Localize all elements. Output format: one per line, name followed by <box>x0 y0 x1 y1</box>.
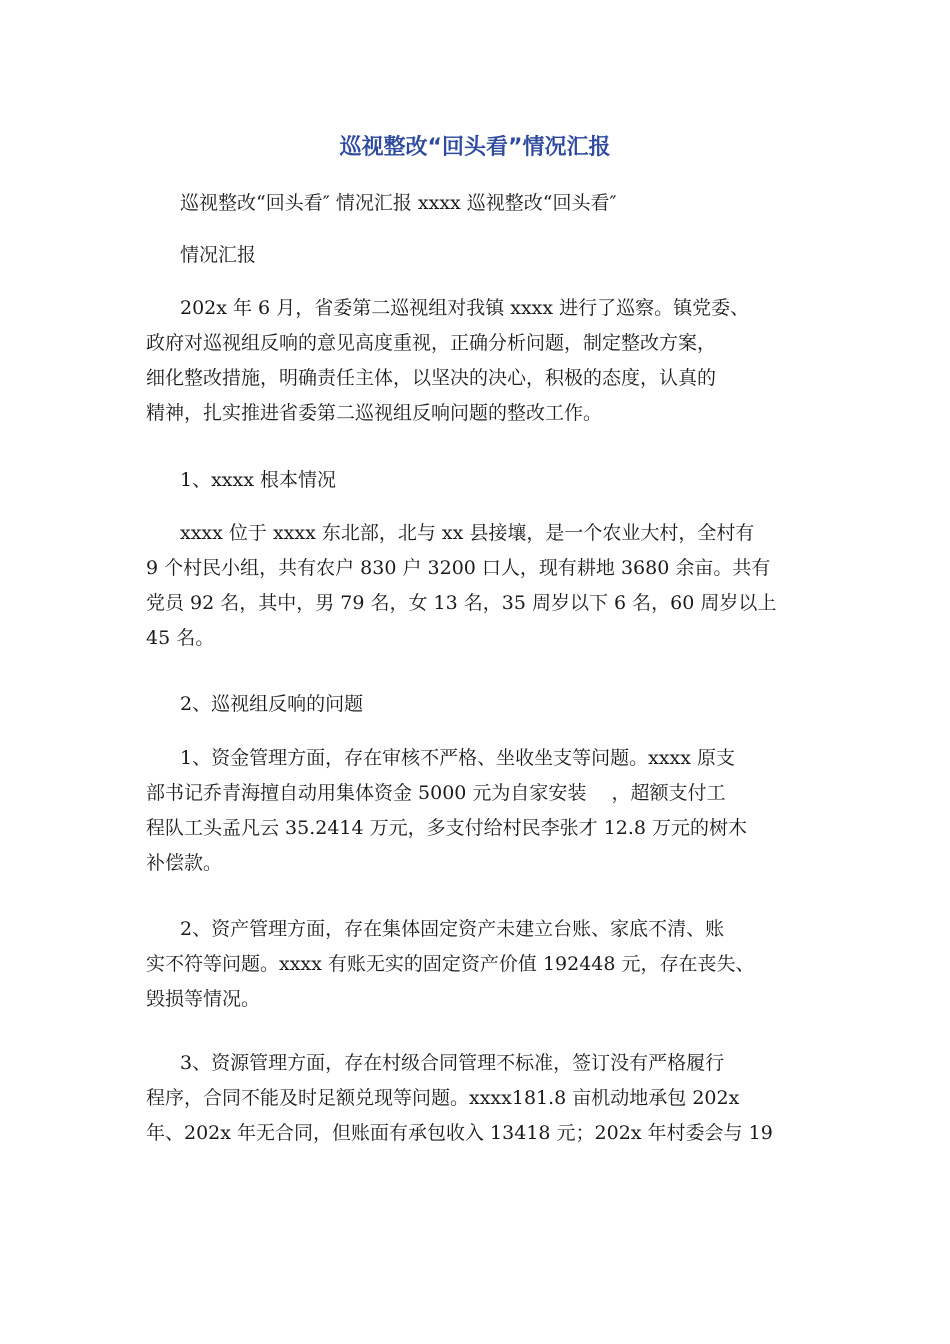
paragraph-line: 情况汇报 <box>180 244 257 266</box>
intro-paragraph <box>146 291 810 431</box>
paragraph-line: 毁损等情况。 <box>146 988 261 1010</box>
paragraph-line: 45 名。 <box>146 627 215 649</box>
subtitle-paragraph-continued <box>146 238 810 273</box>
paragraph-line: 细化整改措施，明确责任主体，以坚决的决心，积极的态度，认真的 <box>146 367 717 389</box>
paragraph-line: 精神，扎实推进省委第二巡视组反响问题的整改工作。 <box>146 402 603 424</box>
paragraph-line: 年、202x 年无合同，但账面有承包收入 13418 元；202x 年村委会与 19 <box>146 1122 773 1144</box>
section-heading-issues <box>146 687 810 722</box>
subtitle-paragraph <box>146 186 810 221</box>
paragraph-line: 程队工头孟凡云 35.2414 万元，多支付给村民李张才 12.8 万元的树木 <box>146 817 748 839</box>
issue-1-paragraph <box>146 741 810 881</box>
paragraph-line: 补偿款。 <box>146 852 223 874</box>
paragraph-line: 部书记乔青海擅自动用集体资金 5000 元为自家安装 ，超额支付工 <box>146 782 726 804</box>
paragraph-line: 2、巡视组反响的问题 <box>180 693 364 715</box>
issue-3-paragraph <box>146 1046 810 1151</box>
paragraph-line: 2、资产管理方面，存在集体固定资产未建立台账、家底不清、账 <box>180 918 725 940</box>
paragraph-line: 9 个村民小组，共有农户 830 户 3200 口人，现有耕地 3680 余亩。共有 <box>146 557 771 579</box>
paragraph-line: 巡视整改“回头看″ 情况汇报 xxxx 巡视整改“回头看″ <box>180 192 617 214</box>
document-title: 巡视整改“回头看”情况汇报 <box>339 135 611 160</box>
paragraph-line: 3、资源管理方面，存在村级合同管理不标准，签订没有严格履行 <box>180 1052 725 1074</box>
paragraph-line: xxxx 位于 xxxx 东北部，北与 xx 县接壤，是一个农业大村，全村有 <box>180 522 755 544</box>
paragraph-line: 程序，合同不能及时足额兑现等问题。xxxx181.8 亩机动地承包 202x <box>146 1087 740 1109</box>
paragraph-line: 202x 年 6 月，省委第二巡视组对我镇 xxxx 进行了巡察。镇党委、 <box>180 297 750 319</box>
paragraph-line: 政府对巡视组反响的意见高度重视，正确分析问题，制定整改方案， <box>146 332 717 354</box>
paragraph-line: 1、xxxx 根本情况 <box>180 469 336 491</box>
paragraph-line: 1、资金管理方面，存在审核不严格、坐收坐支等问题。xxxx 原支 <box>180 747 735 769</box>
basic-info-paragraph <box>146 516 810 656</box>
paragraph-line: 党员 92 名，其中，男 79 名，女 13 名，35 周岁以下 6 名，60 周岁以上 <box>146 592 777 614</box>
issue-2-paragraph <box>146 912 810 1017</box>
paragraph-line: 实不符等问题。xxxx 有账无实的固定资产价值 192448 元，存在丧失、 <box>146 953 755 975</box>
section-heading-basic <box>146 463 810 498</box>
